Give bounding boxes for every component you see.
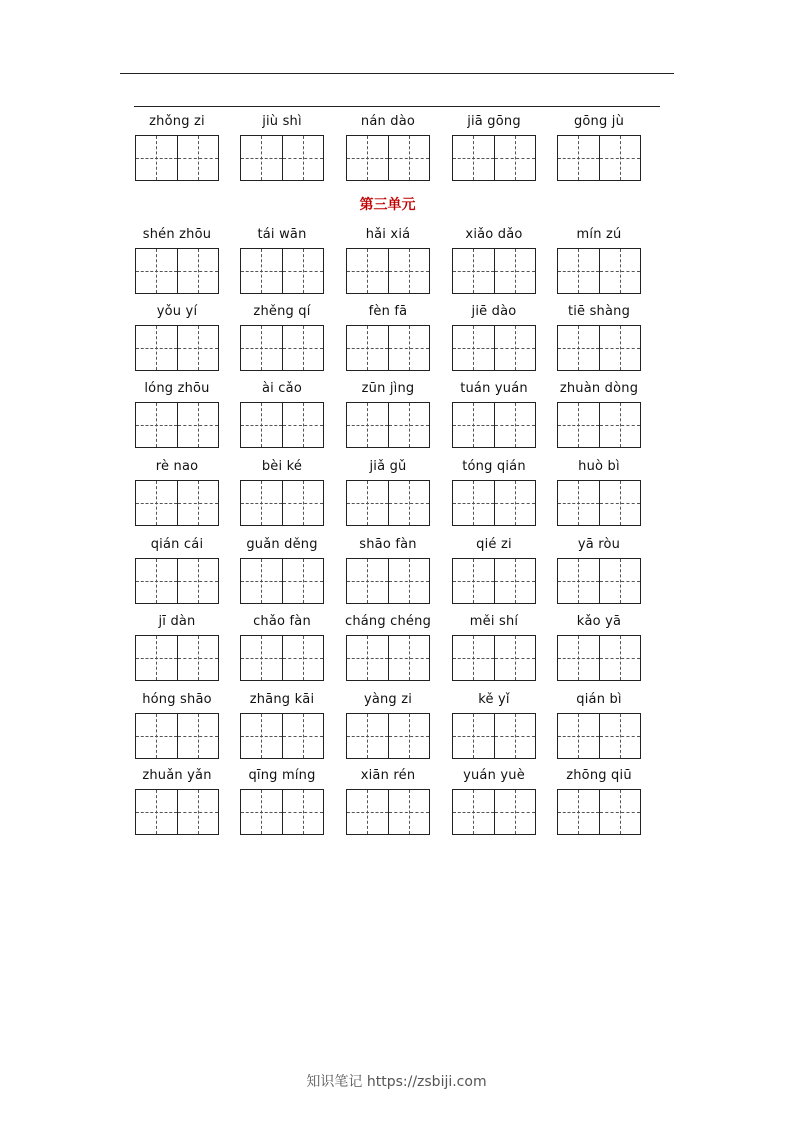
tian-zi-grid-square bbox=[347, 636, 388, 680]
writing-box bbox=[452, 402, 536, 448]
writing-box bbox=[346, 480, 430, 526]
tian-zi-grid-square bbox=[347, 714, 388, 758]
tian-zi-grid-square bbox=[177, 403, 219, 447]
pinyin-label: gōng jù bbox=[573, 114, 625, 129]
tian-zi-grid-square bbox=[177, 249, 219, 293]
pinyin-label: jī dàn bbox=[158, 614, 196, 629]
tian-zi-grid-square bbox=[136, 136, 177, 180]
tian-zi-grid-square bbox=[494, 326, 536, 370]
page-top-rule bbox=[120, 73, 674, 74]
pinyin-label: rè nao bbox=[155, 459, 199, 474]
pinyin-label: shāo fàn bbox=[359, 537, 417, 552]
tian-zi-grid-square bbox=[177, 136, 219, 180]
writing-box bbox=[135, 248, 219, 294]
tian-zi-grid-square bbox=[347, 403, 388, 447]
pinyin-label: yàng zi bbox=[363, 692, 413, 707]
tian-zi-grid-square bbox=[282, 481, 324, 525]
writing-box bbox=[557, 402, 641, 448]
writing-box bbox=[240, 713, 324, 759]
tian-zi-grid-square bbox=[599, 636, 641, 680]
writing-box bbox=[557, 635, 641, 681]
tian-zi-grid-square bbox=[282, 559, 324, 603]
pinyin-label: zhǒng zi bbox=[149, 114, 205, 129]
tian-zi-grid-square bbox=[347, 136, 388, 180]
writing-box bbox=[452, 789, 536, 835]
pinyin-label: lóng zhōu bbox=[144, 381, 210, 396]
tian-zi-grid-square bbox=[388, 714, 430, 758]
writing-box bbox=[346, 135, 430, 181]
tian-zi-grid-square bbox=[136, 714, 177, 758]
tian-zi-grid-square bbox=[494, 714, 536, 758]
tian-zi-grid-square bbox=[177, 559, 219, 603]
tian-zi-grid-square bbox=[282, 136, 324, 180]
pinyin-label: ài cǎo bbox=[262, 381, 302, 396]
tian-zi-grid-square bbox=[388, 481, 430, 525]
tian-zi-grid-square bbox=[388, 403, 430, 447]
pinyin-label: tái wān bbox=[257, 227, 307, 242]
writing-box bbox=[452, 135, 536, 181]
tian-zi-grid-square bbox=[558, 559, 599, 603]
pinyin-label: fèn fā bbox=[368, 304, 408, 319]
tian-zi-grid-square bbox=[177, 481, 219, 525]
tian-zi-grid-square bbox=[136, 249, 177, 293]
pinyin-label: tóng qián bbox=[462, 459, 526, 474]
tian-zi-grid-square bbox=[599, 326, 641, 370]
tian-zi-grid-square bbox=[136, 326, 177, 370]
pinyin-label: jiē dào bbox=[471, 304, 517, 319]
writing-box bbox=[452, 558, 536, 604]
section-title: 第三单元 bbox=[359, 197, 416, 213]
pinyin-label: kě yǐ bbox=[478, 692, 510, 707]
tian-zi-grid-square bbox=[177, 714, 219, 758]
pinyin-label: chǎo fàn bbox=[253, 614, 311, 629]
tian-zi-grid-square bbox=[347, 249, 388, 293]
pinyin-label: huò bì bbox=[578, 459, 620, 474]
pinyin-label: zhuàn dòng bbox=[559, 381, 639, 396]
writing-box bbox=[240, 135, 324, 181]
tian-zi-grid-square bbox=[494, 403, 536, 447]
pinyin-label: mín zú bbox=[576, 227, 622, 242]
pinyin-label: jiù shì bbox=[262, 114, 302, 129]
pinyin-label: měi shí bbox=[469, 614, 519, 629]
writing-box bbox=[135, 402, 219, 448]
pinyin-label: yā ròu bbox=[577, 537, 621, 552]
writing-box bbox=[346, 325, 430, 371]
pinyin-label: tiē shàng bbox=[567, 304, 631, 319]
tian-zi-grid-square bbox=[599, 403, 641, 447]
table-top-rule bbox=[134, 106, 660, 107]
tian-zi-grid-square bbox=[177, 636, 219, 680]
tian-zi-grid-square bbox=[558, 249, 599, 293]
pinyin-label: xiān rén bbox=[360, 768, 416, 783]
pinyin-label: shén zhōu bbox=[142, 227, 212, 242]
tian-zi-grid-square bbox=[558, 714, 599, 758]
writing-box bbox=[346, 402, 430, 448]
writing-box bbox=[452, 713, 536, 759]
tian-zi-grid-square bbox=[453, 481, 494, 525]
tian-zi-grid-square bbox=[282, 714, 324, 758]
tian-zi-grid-square bbox=[241, 636, 282, 680]
writing-box bbox=[240, 402, 324, 448]
writing-box bbox=[135, 635, 219, 681]
pinyin-label: jiā gōng bbox=[467, 114, 521, 129]
tian-zi-grid-square bbox=[453, 136, 494, 180]
tian-zi-grid-square bbox=[136, 790, 177, 834]
tian-zi-grid-square bbox=[558, 481, 599, 525]
tian-zi-grid-square bbox=[177, 790, 219, 834]
tian-zi-grid-square bbox=[282, 790, 324, 834]
pinyin-label: zhěng qí bbox=[253, 304, 311, 319]
tian-zi-grid-square bbox=[453, 714, 494, 758]
tian-zi-grid-square bbox=[558, 136, 599, 180]
tian-zi-grid-square bbox=[453, 559, 494, 603]
tian-zi-grid-square bbox=[136, 559, 177, 603]
writing-box bbox=[135, 713, 219, 759]
pinyin-label: qián cái bbox=[150, 537, 204, 552]
pinyin-label: kǎo yā bbox=[576, 614, 622, 629]
tian-zi-grid-square bbox=[282, 249, 324, 293]
tian-zi-grid-square bbox=[241, 326, 282, 370]
pinyin-label: bèi ké bbox=[261, 459, 303, 474]
tian-zi-grid-square bbox=[494, 249, 536, 293]
writing-box bbox=[135, 789, 219, 835]
writing-box bbox=[240, 248, 324, 294]
writing-box bbox=[557, 713, 641, 759]
writing-box bbox=[240, 558, 324, 604]
writing-box bbox=[452, 248, 536, 294]
pinyin-label: qié zi bbox=[476, 537, 512, 552]
tian-zi-grid-square bbox=[494, 136, 536, 180]
writing-box bbox=[452, 480, 536, 526]
pinyin-label: qīng míng bbox=[248, 768, 316, 783]
tian-zi-grid-square bbox=[136, 403, 177, 447]
tian-zi-grid-square bbox=[241, 481, 282, 525]
tian-zi-grid-square bbox=[241, 136, 282, 180]
pinyin-label: qián bì bbox=[576, 692, 622, 707]
tian-zi-grid-square bbox=[558, 790, 599, 834]
tian-zi-grid-square bbox=[558, 636, 599, 680]
tian-zi-grid-square bbox=[282, 326, 324, 370]
writing-box bbox=[240, 635, 324, 681]
writing-box bbox=[557, 248, 641, 294]
writing-box bbox=[135, 135, 219, 181]
tian-zi-grid-square bbox=[347, 481, 388, 525]
tian-zi-grid-square bbox=[347, 790, 388, 834]
pinyin-label: guǎn děng bbox=[246, 537, 318, 552]
tian-zi-grid-square bbox=[388, 636, 430, 680]
tian-zi-grid-square bbox=[241, 790, 282, 834]
pinyin-label: hǎi xiá bbox=[365, 227, 411, 242]
tian-zi-grid-square bbox=[453, 790, 494, 834]
tian-zi-grid-square bbox=[388, 136, 430, 180]
pinyin-label: hóng shāo bbox=[142, 692, 212, 707]
writing-box bbox=[135, 325, 219, 371]
tian-zi-grid-square bbox=[347, 326, 388, 370]
tian-zi-grid-square bbox=[241, 249, 282, 293]
tian-zi-grid-square bbox=[241, 559, 282, 603]
tian-zi-grid-square bbox=[494, 559, 536, 603]
tian-zi-grid-square bbox=[599, 249, 641, 293]
pinyin-label: nán dào bbox=[360, 114, 416, 129]
writing-box bbox=[240, 325, 324, 371]
tian-zi-grid-square bbox=[347, 559, 388, 603]
pinyin-label: tuán yuán bbox=[460, 381, 528, 396]
tian-zi-grid-square bbox=[241, 403, 282, 447]
tian-zi-grid-square bbox=[558, 326, 599, 370]
tian-zi-grid-square bbox=[177, 326, 219, 370]
tian-zi-grid-square bbox=[241, 714, 282, 758]
writing-box bbox=[346, 635, 430, 681]
tian-zi-grid-square bbox=[282, 403, 324, 447]
tian-zi-grid-square bbox=[494, 790, 536, 834]
pinyin-label: cháng chéng bbox=[344, 614, 432, 629]
writing-box bbox=[135, 480, 219, 526]
tian-zi-grid-square bbox=[136, 636, 177, 680]
tian-zi-grid-square bbox=[494, 636, 536, 680]
tian-zi-grid-square bbox=[388, 559, 430, 603]
writing-box bbox=[557, 325, 641, 371]
writing-box bbox=[452, 325, 536, 371]
tian-zi-grid-square bbox=[599, 136, 641, 180]
tian-zi-grid-square bbox=[282, 636, 324, 680]
tian-zi-grid-square bbox=[558, 403, 599, 447]
tian-zi-grid-square bbox=[494, 481, 536, 525]
pinyin-label: xiǎo dǎo bbox=[465, 227, 523, 242]
tian-zi-grid-square bbox=[599, 481, 641, 525]
pinyin-label: zhuǎn yǎn bbox=[142, 768, 212, 783]
tian-zi-grid-square bbox=[599, 790, 641, 834]
tian-zi-grid-square bbox=[453, 326, 494, 370]
tian-zi-grid-square bbox=[599, 714, 641, 758]
writing-box bbox=[240, 789, 324, 835]
footer-watermark: 知识笔记 https://zsbiji.com bbox=[306, 1074, 487, 1090]
tian-zi-grid-square bbox=[453, 636, 494, 680]
pinyin-label: jiǎ gǔ bbox=[369, 459, 407, 474]
writing-box bbox=[346, 248, 430, 294]
tian-zi-grid-square bbox=[599, 559, 641, 603]
writing-box bbox=[557, 789, 641, 835]
tian-zi-grid-square bbox=[388, 249, 430, 293]
pinyin-label: yǒu yí bbox=[156, 304, 198, 319]
writing-box bbox=[135, 558, 219, 604]
tian-zi-grid-square bbox=[388, 790, 430, 834]
pinyin-label: yuán yuè bbox=[463, 768, 525, 783]
writing-box bbox=[346, 558, 430, 604]
pinyin-label: zūn jìng bbox=[361, 381, 415, 396]
tian-zi-grid-square bbox=[453, 249, 494, 293]
writing-box bbox=[346, 713, 430, 759]
pinyin-label: zhāng kāi bbox=[249, 692, 315, 707]
tian-zi-grid-square bbox=[453, 403, 494, 447]
writing-box bbox=[557, 480, 641, 526]
writing-box bbox=[240, 480, 324, 526]
tian-zi-grid-square bbox=[136, 481, 177, 525]
writing-box bbox=[346, 789, 430, 835]
writing-box bbox=[452, 635, 536, 681]
writing-box bbox=[557, 135, 641, 181]
pinyin-label: zhōng qiū bbox=[566, 768, 632, 783]
writing-box bbox=[557, 558, 641, 604]
tian-zi-grid-square bbox=[388, 326, 430, 370]
